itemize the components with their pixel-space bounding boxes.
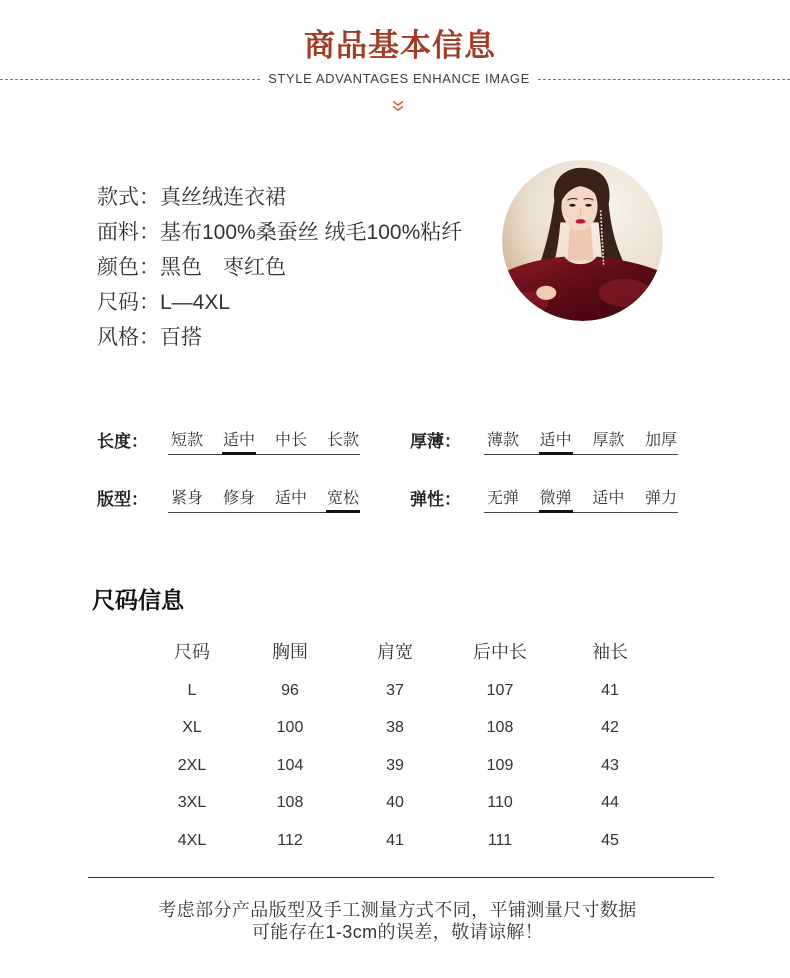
header-size: 尺码 <box>174 642 210 662</box>
page-title: 商品基本信息 <box>304 28 496 64</box>
info-label: 风格： <box>97 326 160 349</box>
info-fabric <box>97 215 462 250</box>
cell-back-length: 109 <box>486 756 514 774</box>
fit-options <box>168 488 360 513</box>
cell-chest: 96 <box>281 681 299 699</box>
size-table-row <box>142 822 672 860</box>
cell-shoulder: 38 <box>386 719 404 736</box>
cell-chest: 108 <box>276 794 304 811</box>
elasticity-option-none: 无弹 <box>487 490 520 507</box>
size-info-title: 尺码信息 <box>92 588 184 614</box>
header-chest: 胸围 <box>272 642 308 662</box>
length-option-mid-long: 中长 <box>274 432 307 449</box>
fit-option-tight: 紧身 <box>171 490 204 507</box>
info-color <box>97 250 462 285</box>
cell-sleeve: 44 <box>601 794 619 811</box>
divider-line-right <box>538 79 790 80</box>
cell-size: 4XL <box>177 831 207 849</box>
thickness-option-extra-thick: 加厚 <box>644 432 677 449</box>
info-label: 尺码： <box>97 291 160 314</box>
cell-size: 2XL <box>177 756 207 774</box>
cell-shoulder: 39 <box>386 756 404 774</box>
info-label: 款式： <box>97 186 160 209</box>
length-option-medium: 适中 <box>223 430 255 454</box>
fit-label: 版型： <box>97 490 148 509</box>
cell-back-length: 111 <box>487 831 513 849</box>
thickness-option-medium: 适中 <box>540 430 572 454</box>
cell-sleeve: 41 <box>601 681 619 699</box>
cell-size: L <box>187 681 197 699</box>
fit-option-regular: 适中 <box>274 490 307 507</box>
model-portrait <box>502 160 663 321</box>
selected-indicator <box>539 510 573 513</box>
size-table-row <box>142 709 672 747</box>
velvet-sheen <box>599 279 651 307</box>
info-style <box>97 180 462 215</box>
fit-option-slim: 修身 <box>222 490 255 507</box>
cell-shoulder: 41 <box>386 831 404 849</box>
cell-back-length: 108 <box>486 719 514 736</box>
thickness-options <box>484 430 678 455</box>
selected-indicator <box>222 452 256 455</box>
size-table-row <box>142 784 672 822</box>
info-label: 面料： <box>97 221 160 244</box>
cell-shoulder: 40 <box>386 794 404 811</box>
cell-size: XL <box>182 719 202 736</box>
cell-sleeve: 43 <box>601 756 619 774</box>
info-value: 基布100%桑蚕丝 绒毛100%粘纤 <box>160 221 463 244</box>
size-table <box>142 634 672 859</box>
elasticity-option-stretch: 弹力 <box>644 490 677 507</box>
elasticity-options <box>484 488 678 513</box>
info-label: 颜色： <box>97 256 160 279</box>
cell-shoulder: 37 <box>386 681 404 699</box>
note-line: 可能存在1-3cm的误差，敬请谅解！ <box>251 922 544 942</box>
header-sleeve: 袖长 <box>592 642 628 662</box>
size-table-row <box>142 672 672 710</box>
size-table-row <box>142 747 672 785</box>
double-chevron-down-icon <box>391 99 405 111</box>
cell-sleeve: 45 <box>601 831 619 849</box>
thickness-option-thin: 薄款 <box>487 432 520 449</box>
info-value: L—4XL <box>160 291 231 314</box>
info-value: 百搭 <box>160 326 202 349</box>
cell-chest: 100 <box>276 719 304 736</box>
measurement-note <box>0 899 790 943</box>
thickness-option-thick: 厚款 <box>592 432 625 449</box>
selected-indicator <box>326 510 360 513</box>
lips <box>575 219 585 223</box>
elasticity-option-medium: 适中 <box>592 490 625 507</box>
divider-line-left <box>0 79 260 80</box>
footer-divider <box>88 877 714 878</box>
info-value: 真丝绒连衣裙 <box>160 186 286 209</box>
cell-back-length: 110 <box>487 794 513 811</box>
length-label: 长度： <box>97 432 148 451</box>
cell-chest: 112 <box>277 831 303 849</box>
info-size <box>97 285 462 320</box>
elasticity-option-slight: 微弹 <box>540 488 572 512</box>
hand <box>536 286 556 300</box>
section-divider <box>0 71 790 87</box>
length-option-long: 长款 <box>326 432 359 449</box>
length-options <box>168 430 360 455</box>
model-photo <box>502 160 663 321</box>
cell-size: 3XL <box>177 794 207 811</box>
cell-chest: 104 <box>276 756 304 774</box>
info-value: 黑色 枣红色 <box>160 256 286 279</box>
thickness-label: 厚薄： <box>410 432 461 451</box>
fit-option-loose: 宽松 <box>327 488 359 512</box>
selected-indicator <box>539 452 573 455</box>
header-back-length: 后中长 <box>473 642 527 662</box>
note-line: 考虑部分产品版型及手工测量方式不同，平铺测量尺寸数据 <box>158 900 637 920</box>
header-shoulder: 肩宽 <box>377 642 413 662</box>
cell-back-length: 107 <box>486 681 514 699</box>
size-table-header <box>142 634 672 672</box>
length-option-short: 短款 <box>171 432 204 449</box>
cell-sleeve: 42 <box>601 719 619 736</box>
product-info <box>97 180 462 355</box>
info-look <box>97 320 462 355</box>
eye <box>585 204 591 207</box>
elasticity-label: 弹性： <box>410 490 461 509</box>
eye <box>569 204 575 207</box>
section-subtitle: STYLE ADVANTAGES ENHANCE IMAGE <box>268 71 530 86</box>
